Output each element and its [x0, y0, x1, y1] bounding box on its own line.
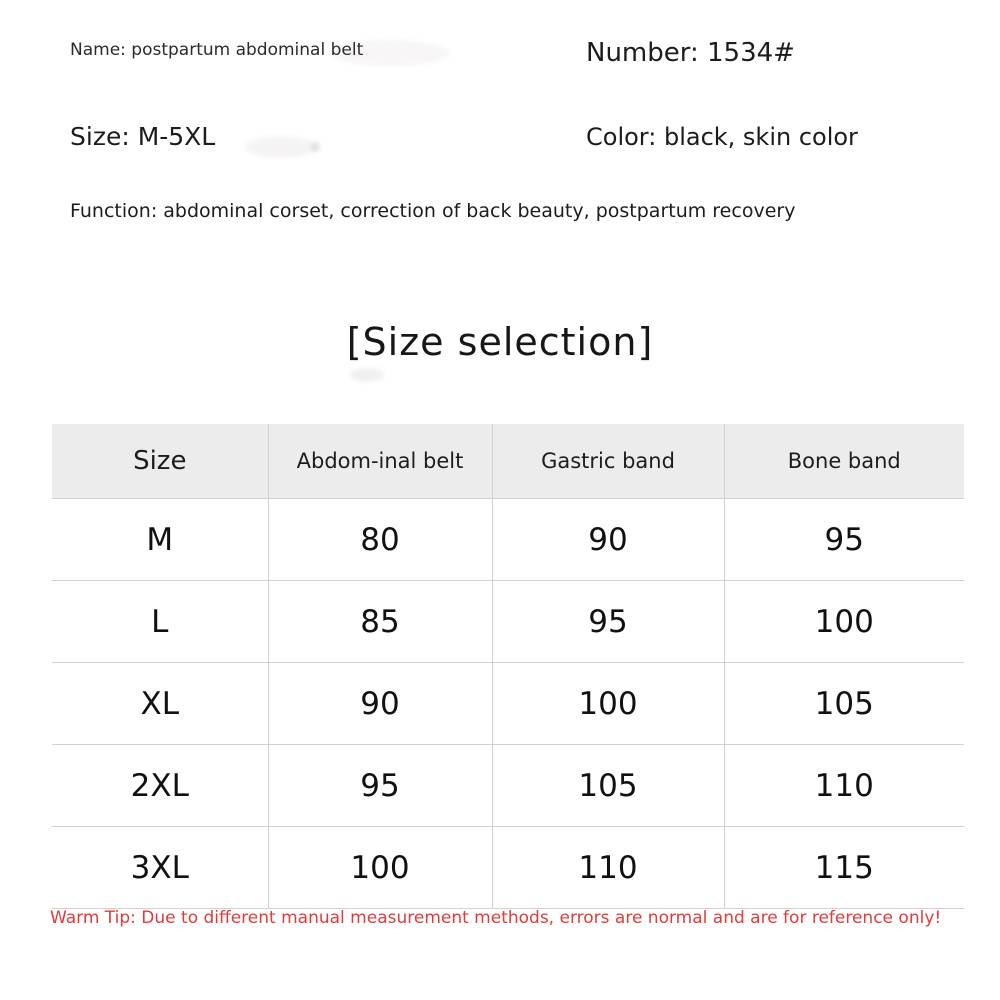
- warm-tip-note: Warm Tip: Due to different manual measurement methods, errors are normal and are for reference only!: [50, 908, 942, 928]
- cell-bone: 95: [724, 499, 964, 581]
- table-row: [52, 745, 964, 827]
- cell-size: M: [52, 499, 268, 581]
- cell-abdominal: 100: [268, 827, 492, 909]
- table-header-row: [52, 424, 964, 499]
- table-row: [52, 663, 964, 745]
- column-header-gastric-band: Gastric band: [492, 424, 724, 499]
- spec-size-label: Size: M-5XL: [70, 122, 216, 151]
- cell-gastric: 110: [492, 827, 724, 909]
- cell-size: 3XL: [52, 827, 268, 909]
- cell-bone: 100: [724, 581, 964, 663]
- cell-gastric: 105: [492, 745, 724, 827]
- table-row: [52, 827, 964, 909]
- cell-bone: 105: [724, 663, 964, 745]
- cell-size: L: [52, 581, 268, 663]
- spec-name-label: Name: postpartum abdominal belt: [70, 40, 364, 60]
- cell-abdominal: 80: [268, 499, 492, 581]
- cell-size: XL: [52, 663, 268, 745]
- spec-color-label: Color: black, skin color: [586, 123, 858, 151]
- scan-artifact: [310, 142, 320, 152]
- table-row: [52, 499, 964, 581]
- cell-size: 2XL: [52, 745, 268, 827]
- cell-abdominal: 85: [268, 581, 492, 663]
- table-body: [52, 499, 964, 909]
- cell-gastric: 100: [492, 663, 724, 745]
- cell-bone: 110: [724, 745, 964, 827]
- size-selection-table: [52, 424, 964, 909]
- cell-abdominal: 95: [268, 745, 492, 827]
- cell-abdominal: 90: [268, 663, 492, 745]
- table-row: [52, 581, 964, 663]
- section-title: [Size selection]: [346, 320, 654, 364]
- scan-artifact: [245, 136, 315, 158]
- size-table-wrapper: [52, 424, 964, 909]
- table-header: [52, 424, 964, 499]
- cell-gastric: 90: [492, 499, 724, 581]
- column-header-size: Size: [52, 424, 268, 499]
- spec-number-label: Number: 1534#: [586, 38, 795, 68]
- column-header-abdominal-belt: Abdom-inal belt: [268, 424, 492, 499]
- scan-artifact: [350, 368, 384, 382]
- cell-bone: 115: [724, 827, 964, 909]
- spec-function-label: Function: abdominal corset, correction of back beauty, postpartum recovery: [70, 200, 796, 222]
- cell-gastric: 95: [492, 581, 724, 663]
- column-header-bone-band: Bone band: [724, 424, 964, 499]
